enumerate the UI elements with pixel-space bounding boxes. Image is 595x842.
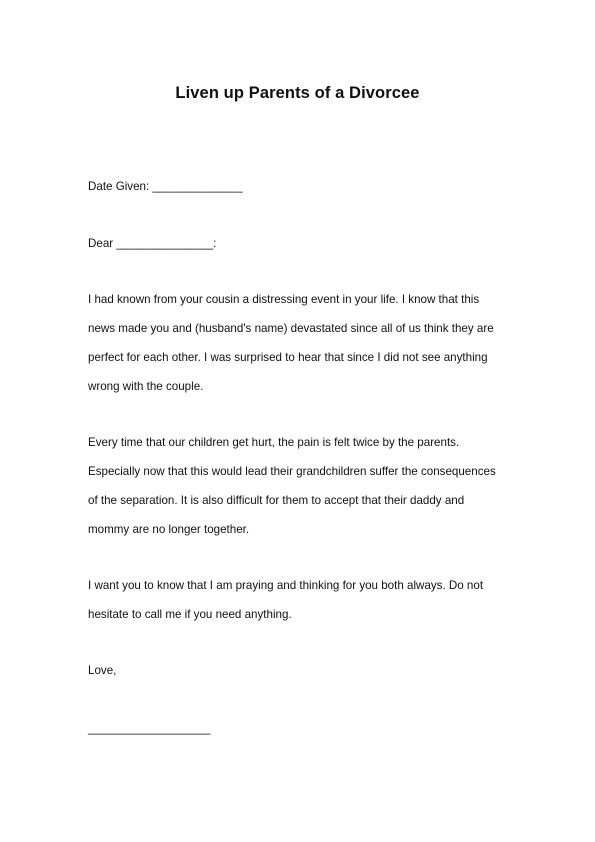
paragraph-line: mommy are no longer together. <box>88 523 250 536</box>
paragraph-3 <box>88 571 508 629</box>
paragraph-line: I want you to know that I am praying and thinking for you both always. Do not <box>88 579 484 592</box>
paragraph-line: perfect for each other. I was surprised to hear that since I did not see anything <box>88 351 488 364</box>
paragraph-line: I had known from your cousin a distressing event in your life. I know that this <box>88 293 480 306</box>
paragraph-1 <box>88 285 508 401</box>
paragraph-line: hesitate to call me if you need anything. <box>88 608 292 621</box>
paragraph-line: of the separation. It is also difficult for them to accept that their daddy and <box>88 494 465 507</box>
salutation: Dear _______________: <box>88 237 217 250</box>
paragraph-line: Every time that our children get hurt, the pain is felt twice by the parents. <box>88 436 460 449</box>
paragraph-line: news made you and (husband's name) devastated since all of us think they are <box>88 322 494 335</box>
page-title: Liven up Parents of a Divorcee <box>175 84 420 102</box>
closing: Love, <box>88 664 117 677</box>
paragraph-line: Especially now that this would lead their grandchildren suffer the consequences <box>88 465 496 478</box>
signature-line: ___________________ <box>88 722 211 735</box>
paragraph-line: wrong with the couple. <box>88 380 204 393</box>
date-given-line: Date Given: ______________ <box>88 180 243 193</box>
paragraph-2 <box>88 428 508 544</box>
